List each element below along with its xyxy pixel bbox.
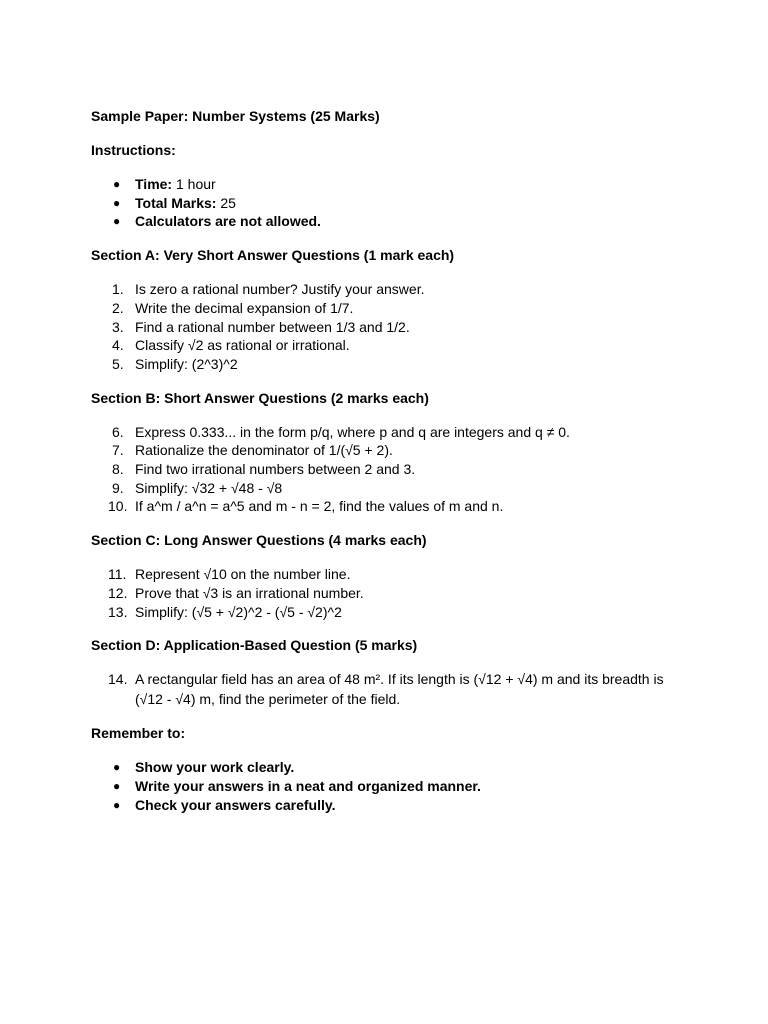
question-text: Represent √10 on the number line.: [135, 566, 351, 583]
question-text: Write the decimal expansion of 1/7.: [135, 299, 354, 316]
section-a-heading: Section A: Very Short Answer Questions (1 mark each): [91, 247, 455, 264]
question-number: 8.: [112, 461, 124, 478]
instructions-heading: Instructions:: [91, 142, 176, 158]
question-number: 5.: [112, 355, 124, 372]
question-number: 6.: [112, 423, 124, 440]
reminder-heading: Remember to:: [91, 725, 186, 742]
question-number: 2.: [112, 299, 124, 316]
question-text: A rectangular field has an area of 48 m². If its length is (√12 + √4) m and its breadth is (√12 - √4) m, find the perimeter of the field.: [135, 671, 664, 707]
question-number: 12.: [108, 584, 128, 601]
question-text: If a^m / a^n = a^5 and m - n = 2, find the values of m and n.: [135, 498, 504, 515]
question-text: Find two irrational numbers between 2 and 3.: [135, 461, 416, 478]
question-item: [91, 355, 691, 374]
section-b-heading: Section B: Short Answer Questions (2 marks each): [91, 389, 429, 406]
question-item: [91, 280, 691, 299]
question-number: 10.: [108, 498, 128, 515]
question-item: [91, 318, 691, 337]
question-item: [91, 299, 691, 318]
section-b-questions: [91, 423, 691, 517]
instructions-list: [91, 175, 691, 231]
instruction-label: Calculators are not allowed.: [135, 213, 321, 230]
question-number: 7.: [112, 442, 124, 459]
question-number: 3.: [112, 318, 124, 335]
question-text: Is zero a rational number? Justify your answer.: [135, 281, 425, 298]
question-item: [91, 584, 691, 603]
document-page: [91, 107, 691, 814]
question-text: Simplify: (√5 + √2)^2 - (√5 - √2)^2: [135, 603, 342, 620]
reminder-text: Check your answers carefully.: [135, 796, 336, 813]
bullet-icon: ●: [113, 214, 121, 229]
question-item: [91, 336, 691, 355]
bullet-icon: ●: [113, 177, 121, 191]
question-text: Simplify: √32 + √48 - √8: [135, 479, 283, 496]
question-text: Rationalize the denominator of 1/(√5 + 2).: [135, 442, 393, 459]
reminder-item: [91, 796, 691, 815]
reminder-item: [91, 758, 691, 777]
reminder-text: Write your answers in a neat and organized manner.: [135, 777, 481, 794]
section-c-questions: [91, 565, 691, 621]
section-d-questions: [91, 670, 691, 709]
question-text: Find a rational number between 1/3 and 1/2.: [135, 318, 410, 335]
question-item: [91, 460, 691, 479]
question-text: Express 0.333... in the form p/q, where p and q are integers and q ≠ 0.: [135, 423, 570, 440]
question-text: Prove that √3 is an irrational number.: [135, 584, 364, 601]
question-text: Simplify: (2^3)^2: [135, 355, 238, 372]
question-text: Classify √2 as rational or irrational.: [135, 337, 350, 354]
instruction-item: [91, 175, 691, 194]
question-item: [91, 565, 691, 584]
paper-title: Sample Paper: Number Systems (25 Marks): [91, 108, 380, 124]
reminder-list: [91, 758, 691, 814]
question-item: [91, 423, 691, 442]
bullet-icon: ●: [113, 195, 121, 210]
question-item: [91, 603, 691, 622]
reminder-item: [91, 777, 691, 796]
question-number: 4.: [112, 337, 124, 354]
question-number: 11.: [108, 566, 127, 583]
instruction-item: [91, 212, 691, 231]
instruction-label: Total Marks:: [135, 194, 217, 211]
question-number: 13.: [108, 603, 128, 620]
section-d-heading: Section D: Application-Based Question (5 marks): [91, 637, 418, 654]
section-c-heading: Section C: Long Answer Questions (4 marks each): [91, 532, 427, 549]
bullet-icon: ●: [113, 797, 121, 812]
instruction-label: Time:: [135, 176, 173, 192]
instruction-item: [91, 194, 691, 213]
question-number: 14.: [108, 671, 128, 688]
bullet-icon: ●: [113, 778, 121, 793]
question-item: [91, 479, 691, 498]
question-item: [91, 441, 691, 460]
instruction-value: 1 hour: [172, 176, 216, 192]
question-number: 9.: [112, 479, 124, 496]
instruction-value: 25: [216, 194, 236, 211]
question-number: 1.: [112, 281, 124, 298]
section-a-questions: [91, 280, 691, 374]
question-item: [91, 497, 691, 516]
bullet-icon: ●: [113, 760, 121, 775]
question-item: [91, 670, 691, 709]
reminder-text: Show your work clearly.: [135, 759, 295, 776]
